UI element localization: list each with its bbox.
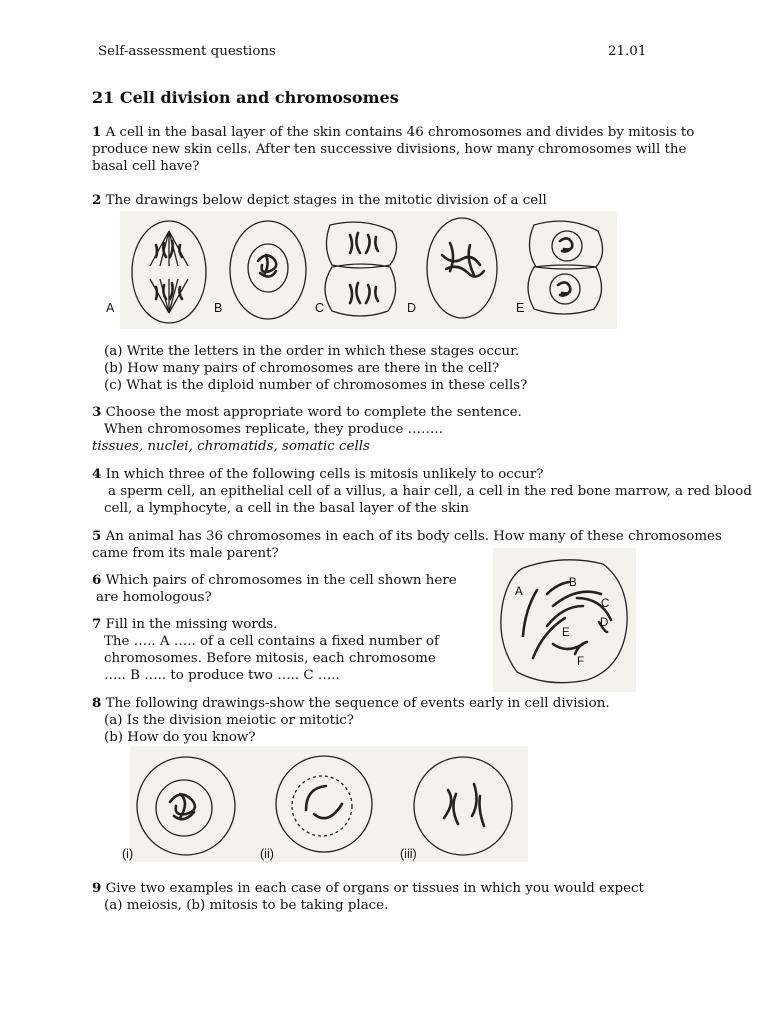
question-number: 3 [92,404,102,420]
question-7 [92,616,439,684]
question-9 [92,880,644,914]
figure-label-a: A [515,586,523,598]
question-part: (c) What is the diploid number of chromosomes in these cells? [104,378,528,393]
question-1 [92,124,694,175]
question-text: Choose the most appropriate word to complete the sentence. [105,405,522,420]
figure-label-iii: (iii) [400,847,417,861]
question-text: Fill in the missing words. [105,617,278,632]
figure-label-i: (i) [122,847,134,861]
figure-label-ii: (ii) [260,847,274,861]
question-text: cell, a lymphocyte, a cell in the basal layer of the skin [104,501,469,516]
figure-label-a: A [106,301,115,315]
question-3 [92,404,522,455]
question-part: (b) How many pairs of chromosomes are there in the cell? [104,361,500,376]
question-8 [92,695,610,746]
chromosome-cell-drawing [493,548,636,692]
question-number: 8 [92,695,102,711]
question-text: The following drawings-show the sequence of events early in cell division. [105,696,610,711]
figure-label-e: E [516,301,525,315]
question-4 [92,466,752,517]
question-text: Which pairs of chromosomes in the cell shown here [105,573,457,588]
header-section-number: 21.01 [608,44,647,59]
question-text: came from its male parent? [92,546,279,561]
figure-label-d: D [407,301,417,315]
figure-label-d: D [600,617,609,629]
question-number: 1 [92,124,102,140]
chromosome-cell-figure [493,548,636,692]
question-text: a sperm cell, an epithelial cell of a villus, a hair cell, a cell in the red bone marrow, a red blood [108,484,752,499]
question-part: (a) Is the division meiotic or mitotic? [104,713,354,728]
question-text: In which three of the following cells is mitosis unlikely to occur? [105,467,544,482]
figure-label-c: C [315,301,325,315]
question-text: The ….. A ….. of a cell contains a fixed number of [104,634,439,649]
question-text: An animal has 36 chromosomes in each of its body cells. How many of these chromosomes [105,529,722,544]
figure-label-f: F [577,656,585,668]
question-number: 9 [92,880,102,896]
question-text: produce new skin cells. After ten successive divisions, how many chromosomes will the [92,142,687,157]
question-part: (a) meiosis, (b) mitosis to be taking place. [104,898,389,913]
question-2 [92,192,547,209]
early-division-drawings [130,746,528,862]
question-text: ….. B ….. to produce two ….. C ….. [104,668,340,683]
question-text: are homologous? [96,590,212,605]
question-text: The drawings below depict stages in the mitotic division of a cell [105,193,547,208]
figure-label-e: E [562,627,570,639]
figure-label-b: B [214,301,223,315]
question-6 [92,572,457,606]
question-text: When chromosomes replicate, they produce …….. [104,422,443,437]
mitosis-stages-figure [106,211,617,329]
question-number: 4 [92,466,102,482]
question-number: 2 [92,192,102,208]
question-text: Give two examples in each case of organs or tissues in which you would expect [105,881,644,896]
question-2-parts [104,343,527,394]
question-text: basal cell have? [92,159,200,174]
header-title: Self-assessment questions [98,44,276,59]
question-number: 6 [92,572,102,588]
question-text: A cell in the basal layer of the skin contains 46 chromosomes and divides by mitosis to [105,125,695,140]
page-title: 21 Cell division and chromosomes [92,88,399,107]
question-part: (b) How do you know? [104,730,256,745]
question-number: 7 [92,616,102,632]
mitosis-drawings [120,211,617,329]
early-division-figure [122,746,528,862]
answer-options: tissues, nuclei, chromatids, somatic cells [92,439,370,454]
figure-label-c: C [601,598,610,610]
question-text: chromosomes. Before mitosis, each chromosome [104,651,436,666]
question-number: 5 [92,528,102,544]
figure-label-b: B [569,577,577,589]
question-part: (a) Write the letters in the order in which these stages occur. [104,344,520,359]
